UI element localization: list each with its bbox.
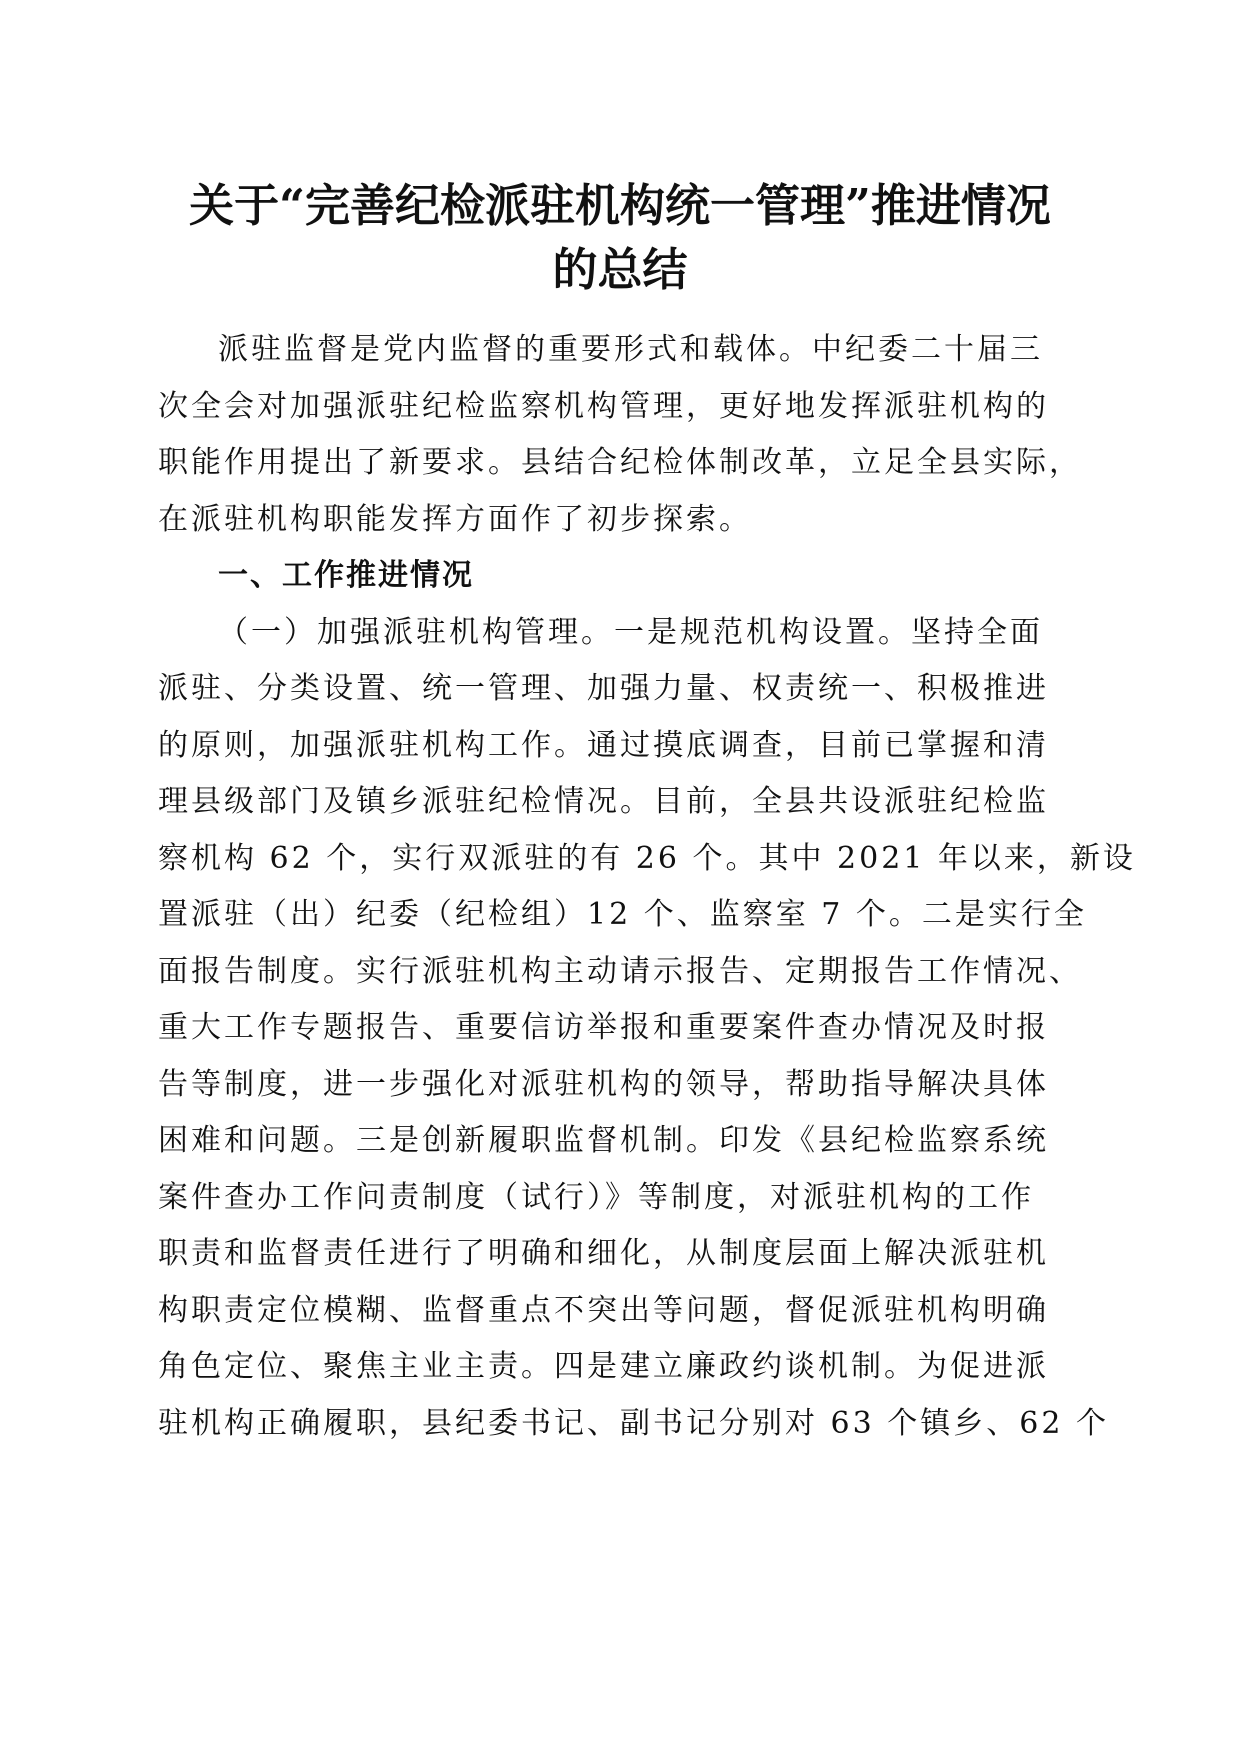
section-line-14: 角色定位、聚焦主业主责。四是建立廉政约谈机制。为促进派: [158, 1349, 1049, 1384]
section-line-6: 置派驻（出）纪委（纪检组）12 个、监察室 7 个。二是实行全: [158, 897, 1087, 932]
section-line-12: 职责和监督责任进行了明确和细化，从制度层面上解决派驻机: [158, 1236, 1049, 1271]
section-line-2: 派驻、分类设置、统一管理、加强力量、权责统一、积极推进: [158, 671, 1049, 706]
intro-line-4: 在派驻机构职能发挥方面作了初步探索。: [158, 501, 752, 537]
section-line-3: 的原则，加强派驻机构工作。通过摸底调查，目前已掌握和清: [158, 727, 1049, 763]
document-body: [158, 322, 1136, 1452]
section-line-7: 面报告制度。实行派驻机构主动请示报告、定期报告工作情况、: [158, 953, 1082, 989]
section-line-1: （一）加强派驻机构管理。一是规范机构设置。坚持全面: [218, 614, 1043, 650]
section-line-8: 重大工作专题报告、重要信访举报和重要案件查办情况及时报: [158, 1010, 1049, 1045]
document-title: [140, 174, 1100, 302]
section-line-5: 察机构 62 个，实行双派驻的有 26 个。其中 2021 年以来，新设: [158, 840, 1136, 876]
title-line-1: 关于“完善纪检派驻机构统一管理”推进情况: [189, 179, 1051, 232]
section-heading: 一、工作推进情况: [218, 558, 474, 593]
section-line-4: 理县级部门及镇乡派驻纪检情况。目前，全县共设派驻纪检监: [158, 784, 1049, 819]
section-line-11: 案件查办工作问责制度（试行）》等制度，对派驻机构的工作: [158, 1179, 1034, 1215]
section-line-15: 驻机构正确履职，县纪委书记、副书记分别对 63 个镇乡、62 个: [158, 1405, 1109, 1441]
section-line-10: 困难和问题。三是创新履职监督机制。印发《县纪检监察系统: [158, 1123, 1049, 1158]
section-line-9: 告等制度，进一步强化对派驻机构的领导，帮助指导解决具体: [158, 1066, 1049, 1102]
title-line-2: 的总结: [552, 243, 688, 296]
intro-line-1: 派驻监督是党内监督的重要形式和载体。中纪委二十届三: [218, 332, 1043, 367]
intro-line-3: 职能作用提出了新要求。县结合纪检体制改革，立足全县实际，: [158, 445, 1082, 480]
intro-line-2: 次全会对加强派驻纪检监察机构管理，更好地发挥派驻机构的: [158, 388, 1049, 424]
section-line-13: 构职责定位模糊、监督重点不突出等问题，督促派驻机构明确: [158, 1292, 1049, 1328]
